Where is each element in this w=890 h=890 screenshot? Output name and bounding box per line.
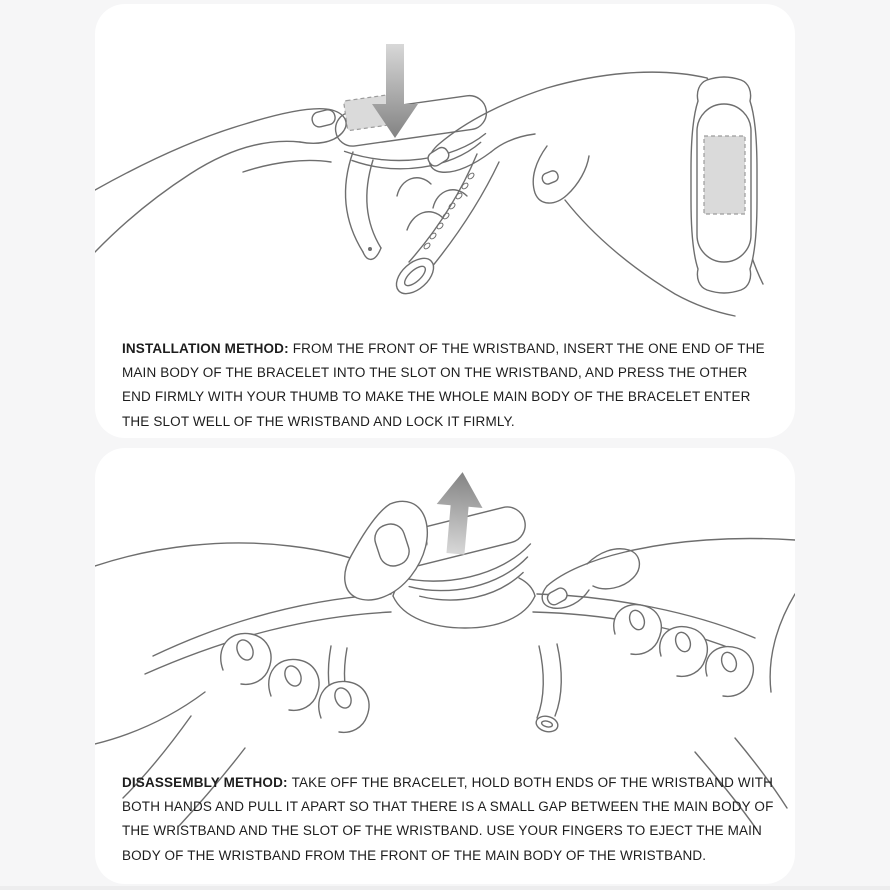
- installation-heading: INSTALLATION METHOD:: [122, 341, 289, 356]
- knuckles-drawing: [397, 178, 467, 230]
- installation-caption: [122, 337, 774, 434]
- disassembly-panel: [95, 448, 795, 884]
- thumb: [345, 501, 428, 600]
- installation-body-text: FROM THE FRONT OF THE WRISTBAND, INSERT THE ONE END OF THE MAIN BODY OF THE BRACELET INTO THE SLOT ON THE WRISTBAND, AND PRESS THE OTHER END FIRMLY WITH YOUR THUMB TO MAKE THE WHOLE MAIN BODY OF THE BRACELET ENTER THE SLOT WELL OF THE WRISTBAND AND LOCK IT FIRMLY.: [122, 341, 765, 429]
- thumbnail: [541, 169, 560, 185]
- wristband-strap-drawing: [346, 152, 499, 300]
- tracker-body-drawing: [332, 82, 493, 179]
- left-hand-drawing: [95, 108, 346, 252]
- disassembly-body-text: TAKE OFF THE BRACELET, HOLD BOTH ENDS OF THE WRISTBAND WITH BOTH HANDS AND PULL IT APART SO THAT THERE IS A SMALL GAP BETWEEN THE MAIN BODY OF THE WRISTBAND AND THE SLOT OF THE WRISTBAND. USE YOUR FINGERS TO EJECT THE MAIN BODY OF THE WRISTBAND FROM THE FRONT OF THE MAIN BODY OF THE WRISTBAND.: [122, 775, 774, 863]
- wristband-front-view: [691, 77, 757, 293]
- tracker-screen-dashed-rect: [704, 136, 745, 214]
- page-bottom-edge: [0, 886, 890, 890]
- fingernail: [545, 586, 569, 607]
- disassembly-caption: [122, 771, 774, 868]
- strap-buckle-end: [390, 252, 440, 301]
- disassembly-heading: DISASSEMBLY METHOD:: [122, 775, 288, 790]
- fingernail: [311, 108, 337, 128]
- strap-pin-dot: [368, 247, 372, 251]
- installation-panel: [95, 4, 795, 438]
- strap-end-tip: [535, 714, 560, 734]
- band-slot-frame: [393, 596, 535, 628]
